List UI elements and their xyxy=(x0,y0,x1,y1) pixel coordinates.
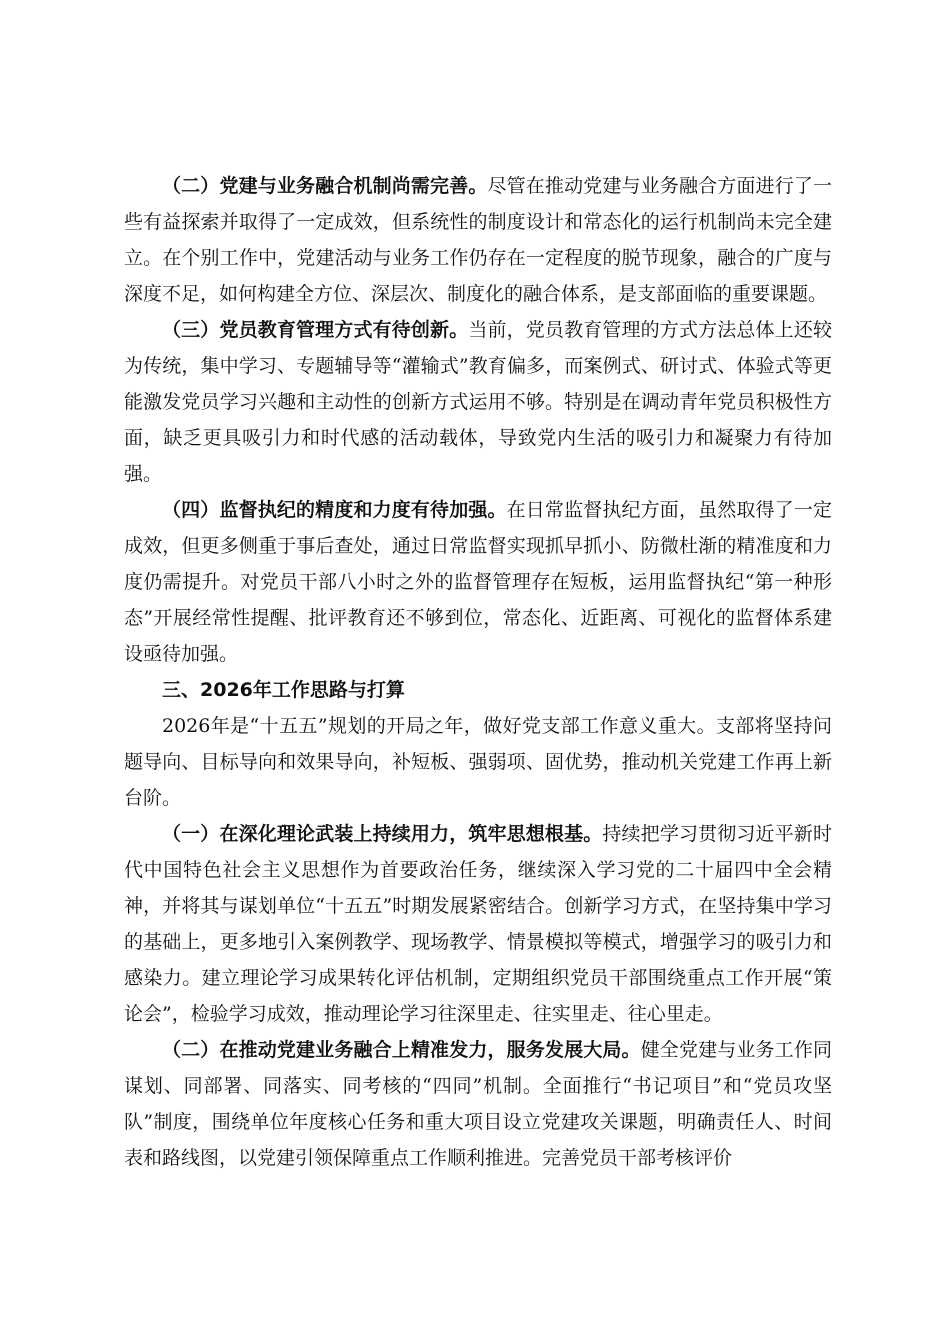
paragraph-text: 在日常监督执纪方面，虽然取得了一定成效，但更多侧重于事后查处，通过日常监督实现抓早抓小、防微杜渐的精准度和力度仍需提升。对党员干部八小时之外的监督管理存在短板，运用监督执纪“第一种形态”开展经常性提醒、批评教育还不够到位，常态化、近距离、可视化的监督体系建设亟待加强。 xyxy=(124,499,832,665)
section-heading: 三、2026年工作思路与打算 xyxy=(162,679,405,701)
paragraph-text: 健全党建与业务工作同谋划、同部署、同落实、同考核的“四同”机制。全面推行“书记项目”和“党员攻坚队”制度，围绕单位年度核心任务和重大项目设立党建攻关课题，明确责任人、时间表和路线图，以党建引领保障重点工作顺利推进。完善党员干部考核评价 xyxy=(124,1039,832,1169)
document-body xyxy=(124,168,832,1176)
intro-paragraph: 2026年是“十五五”规划的开局之年，做好党支部工作意义重大。支部将坚持问题导向、目标导向和效果导向，补短板、强弱项、固优势，推动机关党建工作再上新台阶。 xyxy=(124,715,832,809)
problem-paragraph-4 xyxy=(124,492,832,672)
paragraph-lead: （二）党建与业务融合机制尚需完善。 xyxy=(162,175,488,197)
plan-paragraph-2 xyxy=(124,1032,832,1176)
paragraph-lead: （二）在推动党建业务融合上精准发力，服务发展大局。 xyxy=(162,1039,641,1061)
paragraph-text: 尽管在推动党建与业务融合方面进行了一些有益探索并取得了一定成效，但系统性的制度设计和常态化的运行机制尚未完全建立。在个别工作中，党建活动与业务工作仍存在一定程度的脱节现象，融合的广度与深度不足，如何构建全方位、深层次、制度化的融合体系，是支部面临的重要课题。 xyxy=(124,175,832,305)
problem-paragraph-3 xyxy=(124,312,832,492)
paragraph-lead: （一）在深化理论武装上持续用力，筑牢思想根基。 xyxy=(162,823,603,845)
paragraph-lead: （三）党员教育管理方式有待创新。 xyxy=(162,319,469,341)
problem-paragraph-2 xyxy=(124,168,832,312)
plan-paragraph-1 xyxy=(124,816,832,1032)
paragraph-text: 当前，党员教育管理的方式方法总体上还较为传统，集中学习、专题辅导等“灌输式”教育偏多，而案例式、研讨式、体验式等更能激发党员学习兴趣和主动性的创新方式运用不够。特别是在调动青年党员积极性方面，缺乏更具吸引力和时代感的活动载体，导致党内生活的吸引力和凝聚力有待加强。 xyxy=(124,319,832,485)
paragraph-text: 持续把学习贯彻习近平新时代中国特色社会主义思想作为首要政治任务，继续深入学习党的二十届四中全会精神，并将其与谋划单位“十五五”时期发展紧密结合。创新学习方式，在坚持集中学习的基础上，更多地引入案例教学、现场教学、情景模拟等模式，增强学习的吸引力和感染力。建立理论学习成果转化评估机制，定期组织党员干部围绕重点工作开展“策论会”，检验学习成效，推动理论学习往深里走、往实里走、往心里走。 xyxy=(124,823,832,1025)
paragraph-lead: （四）监督执纪的精度和力度有待加强。 xyxy=(162,499,507,521)
